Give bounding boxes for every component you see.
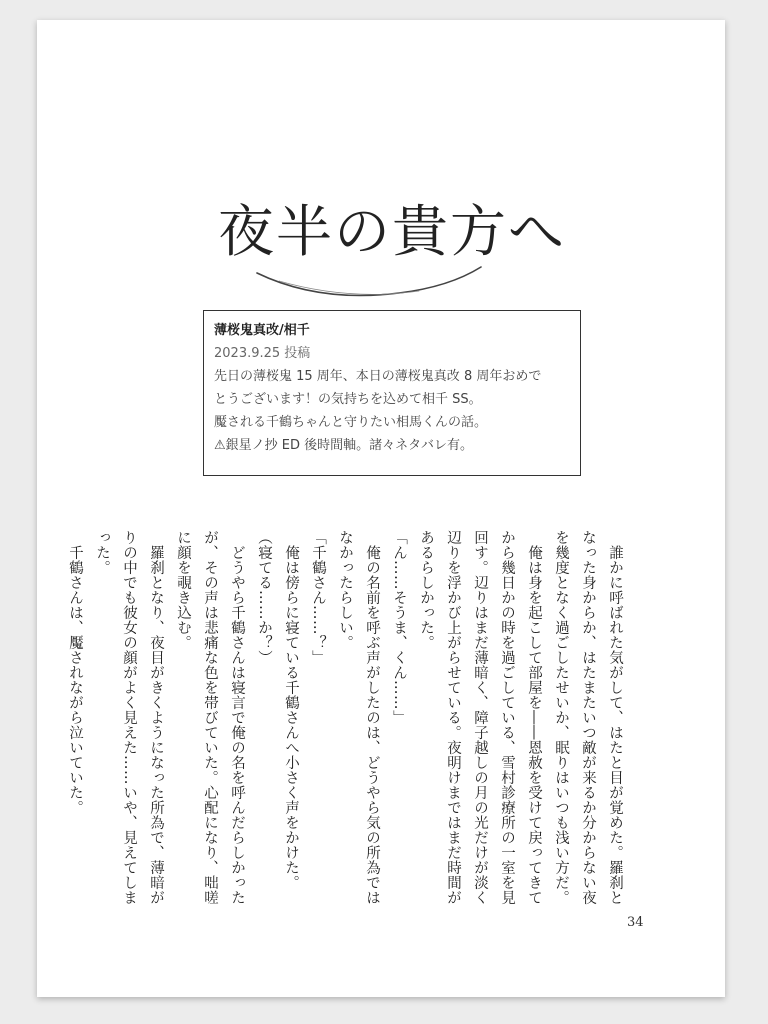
body-thought: （寝てる……か？） — [256, 530, 272, 665]
story-title: 夜半の貴方へ — [218, 200, 566, 265]
body-paragraph: 俺は傍らに寝ている千鶴さんへ小さく声をかけた。 — [283, 544, 299, 890]
page-number: 34 — [627, 915, 644, 930]
body-paragraph: 俺の名前を呼ぶ声がしたのは、どうやら気の所為ではなかったらしい。 — [337, 530, 380, 905]
info-line: とうございます！の気持ちを込めて相千 SS。 — [214, 392, 482, 407]
book-page — [37, 20, 725, 997]
title-swash-decoration — [249, 265, 489, 305]
body-dialogue: 「千鶴さん……？」 — [310, 530, 326, 665]
body-paragraph: 羅刹となり、夜目がきくようになった所為で、薄暗がりの中でも彼女の顔がよく見えた……いや、見えてしまった。 — [94, 530, 164, 905]
body-paragraph: どうやら千鶴さんは寝言で俺の名を呼んだらしかったが、その声は悲痛な色を帯びていた。心配になり、咄嗟に顔を覗き込む。 — [175, 530, 245, 905]
info-line: ⚠銀星ノ抄 ED 後時間軸。諸々ネタバレ有。 — [214, 438, 474, 453]
body-paragraph: 誰かに呼ばれた気がして、はたと目が覚めた。羅刹となった身からか、はたまたいつ敵が来るか分からない夜を幾度となく過ごしたせいか、眠りはいつも浅い方だ。 — [553, 530, 623, 905]
story-body-vertical-text — [67, 530, 628, 910]
pairing-heading: 薄桜鬼真改/相千 — [214, 323, 310, 338]
post-date: 2023.9.25 投稿 — [214, 346, 311, 361]
body-dialogue: 「ん……そうま、くん……」 — [391, 530, 407, 725]
info-line: 先日の薄桜鬼 15 周年、本日の薄桜鬼真改 8 周年おめで — [214, 369, 542, 384]
story-info-box — [203, 310, 581, 476]
info-line: 魘される千鶴ちゃんと守りたい相馬くんの話。 — [214, 415, 488, 430]
body-paragraph: 千鶴さんは、魘されながら泣いていた。 — [67, 544, 83, 815]
body-paragraph: 俺は身を起こして部屋を――恩赦を受けて戻ってきてから幾日かの時を過ごしている、雪村診療所の一室を見回す。辺りはまだ薄暗く、障子越しの月の光だけが淡く辺りを浮かび上がらせている。夜明けまではまだ時間があるらしかった。 — [418, 530, 542, 905]
